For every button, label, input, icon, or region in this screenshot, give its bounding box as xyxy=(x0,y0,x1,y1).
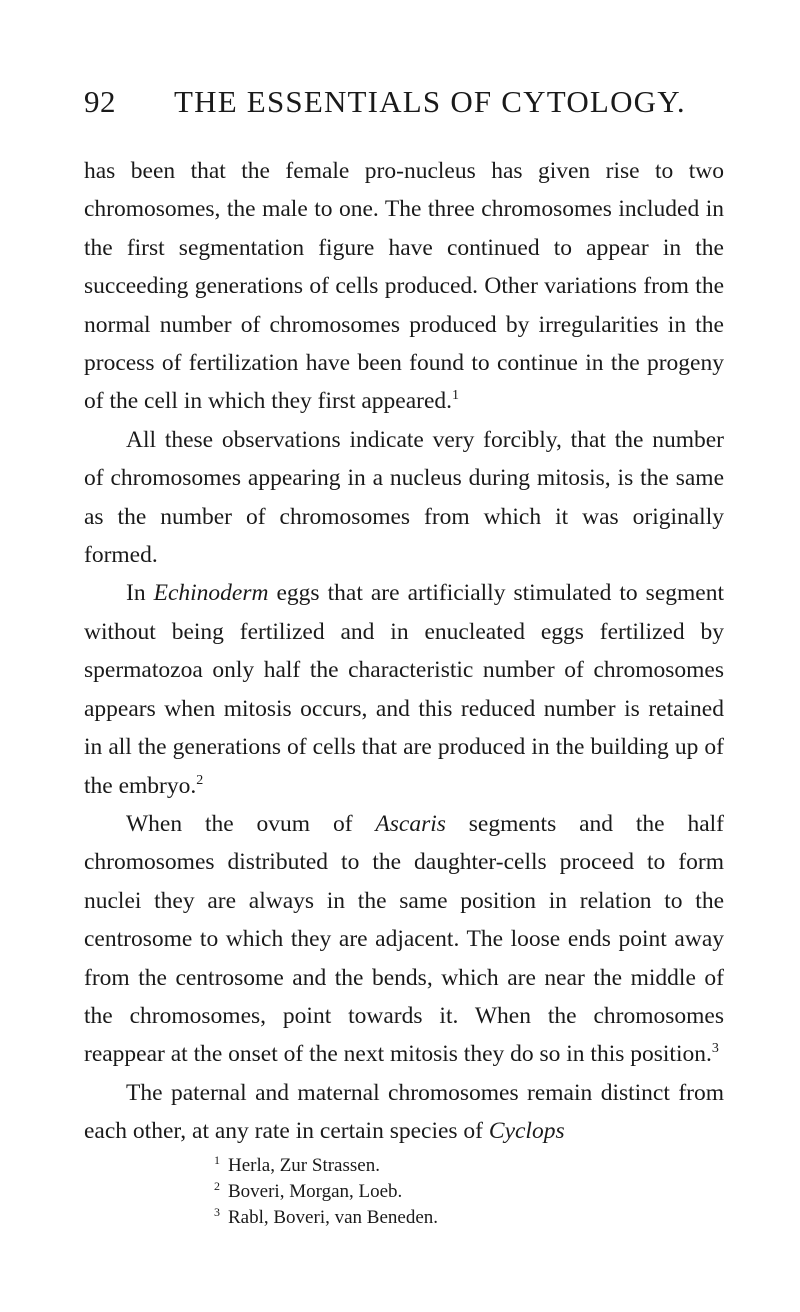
footnote-reference: 3 xyxy=(711,1041,719,1057)
running-title: THE ESSENTIALS OF CYTOLOGY. xyxy=(174,84,686,119)
footnote-text: Boveri, Morgan, Loeb. xyxy=(228,1181,403,1202)
running-header xyxy=(84,84,724,124)
paragraph xyxy=(84,805,724,1074)
paragraph-text: All these observations indicate very forcibly, that the number of chromosomes appearing in a nucleus during mitosis, is the same as the number of chromosomes from which it was originally formed. xyxy=(84,426,724,569)
paragraph-prefix: When the ovum of xyxy=(126,810,376,837)
footnote-reference: 1 xyxy=(452,388,460,404)
footnote-text: Rabl, Boveri, van Beneden. xyxy=(228,1207,439,1228)
footnotes xyxy=(214,1153,714,1231)
footnote-reference: 2 xyxy=(196,772,204,788)
paragraph-text: segments and the half chromosomes distributed to the daughter-cells proceed to form nuclei they are always in the same position in relation to the centrosome to which they are adjacent. The loose ends point away from the centrosome and the bends, which are near the middle of the chromosomes, point towards it. When the chromosomes reappear at the onset of the next mitosis they do so in this position. xyxy=(84,810,724,1068)
paragraph-text: eggs that are artificially stimulated to segment without being fertilized and in enucleated eggs fertilized by spermatozoa only half the characteristic number of chromosomes appears when mitosis occurs, and this reduced number is retained in all the generations of cells that are produced in the building up of the embryo. xyxy=(84,580,724,799)
footnote xyxy=(214,1205,714,1231)
body-text xyxy=(84,152,724,1151)
paragraph-prefix: In xyxy=(126,580,154,607)
footnote-mark: 1 xyxy=(214,1152,220,1167)
footnote xyxy=(214,1153,714,1179)
italic-term: Cyclops xyxy=(488,1118,565,1145)
page-number: 92 xyxy=(84,84,116,119)
footnote xyxy=(214,1179,714,1205)
paragraph xyxy=(84,1074,724,1151)
italic-term: Echinoderm xyxy=(153,580,269,607)
footnote-mark: 3 xyxy=(214,1204,220,1219)
italic-term: Ascaris xyxy=(375,810,446,837)
paragraph xyxy=(84,421,724,575)
paragraph-continuation xyxy=(84,152,724,421)
paragraph xyxy=(84,574,724,804)
footnote-text: Herla, Zur Strassen. xyxy=(228,1155,380,1176)
footnote-mark: 2 xyxy=(214,1178,220,1193)
paragraph-text: has been that the female pro-nucleus has given rise to two chromosomes, the male to one. The three chromosomes included in the first segmentation figure have continued to appear in the succeeding generations of cells produced. Other variations from the normal number of chromosomes produced by irregularities in the process of fertilization have been found to continue in the progeny of the cell in which they first appeared. xyxy=(84,158,724,415)
paragraph-prefix: The paternal and maternal chromosomes remain distinct from each other, at any rate in certain species of xyxy=(84,1079,724,1145)
